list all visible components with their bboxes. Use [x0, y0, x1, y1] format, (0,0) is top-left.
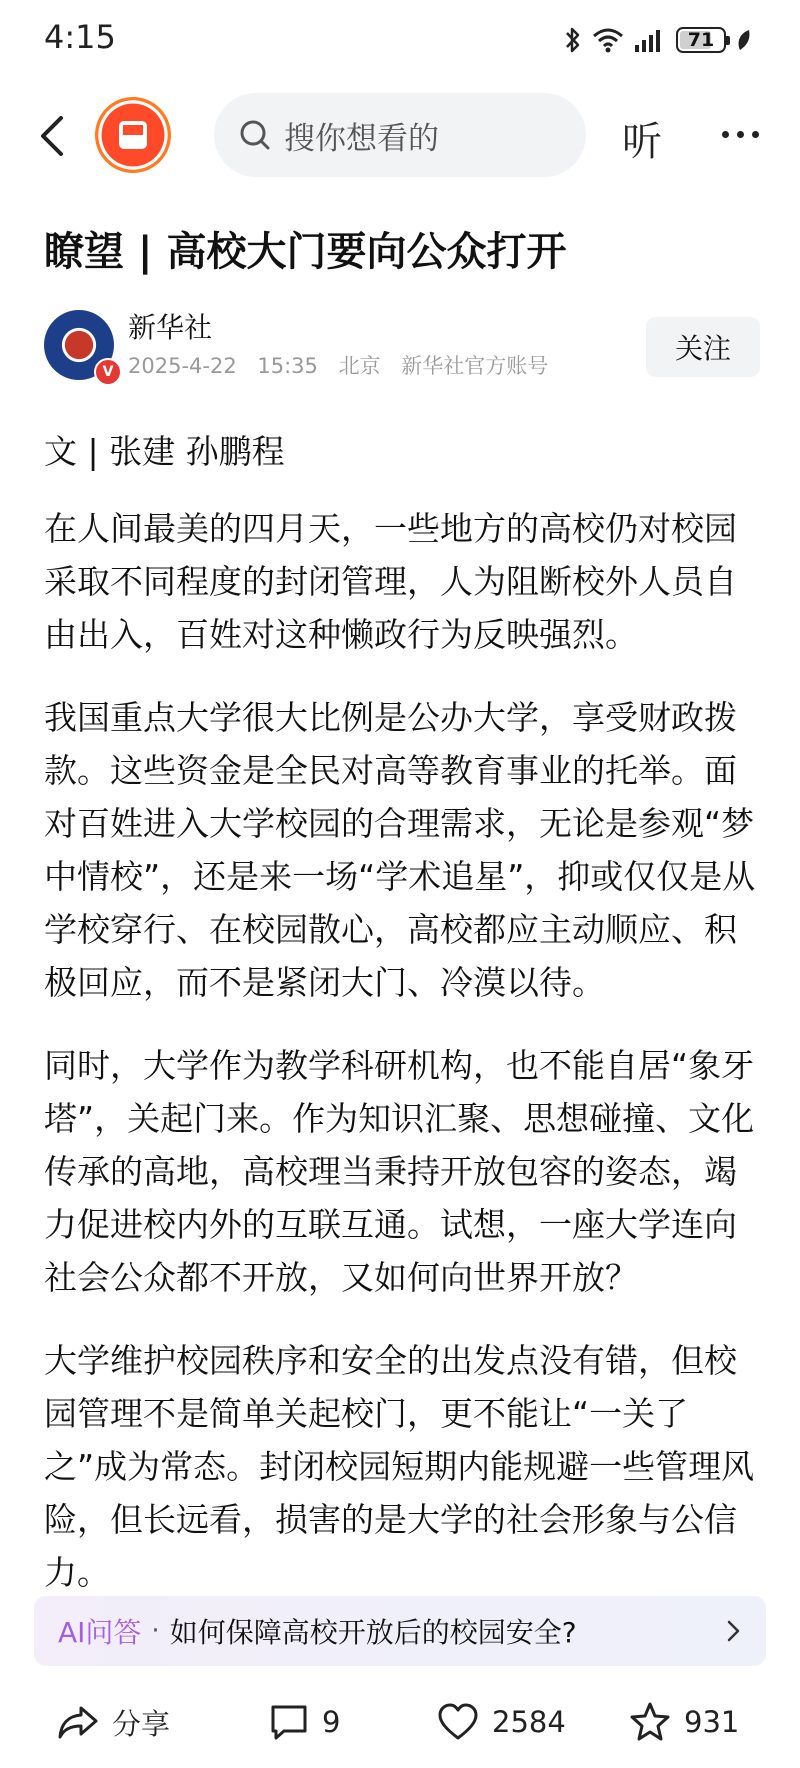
comment-icon — [268, 1701, 310, 1743]
signal-icon — [634, 27, 666, 53]
ai-separator: · — [151, 1616, 160, 1646]
author-name[interactable]: 新华社 — [128, 311, 213, 344]
more-dot — [722, 131, 729, 138]
share-label: 分享 — [112, 1706, 171, 1741]
ai-question: 如何保障高校开放后的校园安全? — [169, 1616, 577, 1649]
more-dot — [752, 131, 759, 138]
chevron-right-icon — [718, 1616, 748, 1646]
like-button[interactable] — [436, 1696, 566, 1748]
author-row — [44, 306, 764, 386]
search-input[interactable] — [214, 93, 586, 177]
article-title: 瞭望 | 高校大门要向公众打开 — [44, 229, 567, 275]
app-logo[interactable] — [95, 97, 171, 173]
more-icon[interactable] — [710, 104, 770, 164]
battery-indicator — [676, 27, 726, 53]
article-paragraph: 我国重点大学很大比例是公办大学，享受财政拨款。这些资金是全民对高等教育事业的托举。面对百姓进入大学校园的合理需求，无论是参观“梦中情校”，还是来一场“学术追星”，抑或仅仅是从学校穿行、在校园散心，高校都应主动顺应、积极回应，而不是紧闭大门、冷漠以待。 — [44, 698, 756, 1002]
like-count: 2584 — [492, 1705, 566, 1739]
battery-percent: 71 — [687, 29, 715, 51]
article-paragraph: 大学维护校园秩序和安全的出发点没有错，但校园管理不是简单关起校门，更不能让“一关了之”成为常态。封闭校园短期内能规避一些管理风险，但长远看，损害的是大学的社会形象与公信力。 — [44, 1341, 755, 1592]
ai-question-bar[interactable] — [34, 1596, 766, 1666]
article-body — [44, 425, 764, 1605]
article-paragraph: 在人间最美的四月天，一些地方的高校仍对校园采取不同程度的封闭管理，人为阻断校外人员自由出入，百姓对这种懒政行为反映强烈。 — [44, 509, 737, 654]
heart-icon — [436, 1701, 480, 1743]
comment-button[interactable] — [268, 1696, 340, 1748]
listen-button[interactable]: 听 — [622, 119, 662, 165]
account-type: 新华社官方账号 — [401, 354, 549, 378]
app-logo-glyph — [95, 97, 171, 173]
publish-location: 北京 — [338, 354, 381, 378]
publish-time: 15:35 — [257, 354, 318, 378]
comment-count: 9 — [322, 1705, 341, 1739]
star-icon — [628, 1700, 672, 1744]
publish-date: 2025-4-22 — [128, 354, 237, 378]
article-paragraph: 同时，大学作为教学科研机构，也不能自居“象牙塔”，关起门来。作为知识汇聚、思想碰撞、文化传承的高地，高校理当秉持开放包容的姿态，竭力促进校内外的互联互通。试想，一座大学连向社会公众都不开放，又如何向世界开放？ — [44, 1046, 755, 1297]
status-time: 4:15 — [44, 18, 116, 56]
bluetooth-icon — [564, 26, 582, 54]
follow-button[interactable]: 关注 — [646, 317, 760, 377]
share-button[interactable] — [56, 1696, 170, 1748]
wifi-icon — [592, 27, 624, 53]
more-dot — [737, 131, 744, 138]
share-icon — [56, 1700, 100, 1744]
author-meta — [128, 350, 562, 380]
bottom-action-bar — [0, 1676, 800, 1768]
favorite-count: 931 — [684, 1705, 740, 1739]
top-bar — [0, 80, 800, 190]
ai-label: AI问答 — [58, 1616, 142, 1649]
back-arrow-icon[interactable] — [28, 108, 78, 164]
search-icon — [238, 118, 272, 152]
leaf-icon — [736, 28, 752, 52]
article-byline: 文 | 张建 孙鹏程 — [44, 432, 285, 471]
status-bar — [0, 0, 800, 80]
search-placeholder: 搜你想看的 — [284, 120, 439, 157]
favorite-button[interactable] — [628, 1696, 739, 1748]
verified-badge: V — [94, 358, 122, 386]
system-icons — [564, 22, 752, 58]
